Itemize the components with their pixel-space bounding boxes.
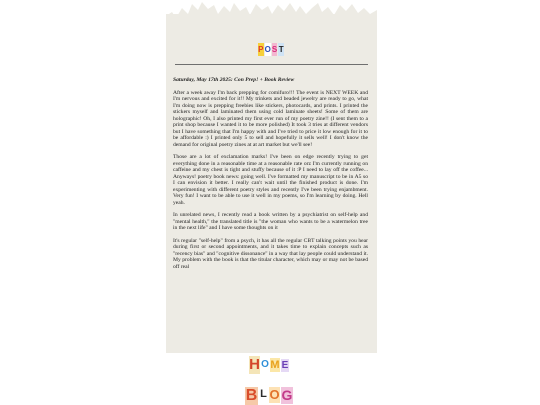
home-letter: E [281, 359, 289, 371]
post-paragraph: In unrelated news, I recently read a book written by a psychiatrist on self-help and "mental health," the translated title is "the woman who wants to be a watermelon tree in the next life" and I have some thoughts on it [173, 212, 368, 231]
header-divider [175, 64, 368, 65]
logo-letter: T [278, 45, 284, 54]
logo-letter: O [264, 45, 271, 54]
post-paragraph: Those are a lot of exclamation marks! I've been on edge recently trying to get everything done in a reasonable time at a reasonable rate orz I'm currently running on caffeine and my chest is tight and stuffy because of it :P I need to lay off the coffee... Anyways! poetry book news: going well. I've formatted my manuscript to be in A5 so I can envision it better. I really can't wait until the finished product is done. I'm experimenting with different poetry styles and recently I've been trying enjambment. Very fun! I want to be able to use it well in my poems, so I'm learning by doing. Hell yeah. [173, 154, 368, 206]
logo-letter: P [258, 45, 264, 54]
blog-letter: G [281, 387, 293, 403]
home-letter: H [249, 356, 260, 373]
blog-letter: O [269, 387, 280, 402]
post-logo [258, 43, 284, 56]
home-link[interactable] [249, 355, 291, 375]
post-title: Saturday, May 17th 2025: Con Prep! + Book Review [173, 77, 295, 83]
post-content [173, 77, 368, 345]
blog-letter: L [260, 388, 267, 400]
logo-letter: S [271, 45, 278, 54]
home-letter: O [261, 359, 269, 370]
post-paragraph: It's regular "self-help" from a psych, it has all the regular CBT talking points you hear during first or second appointments, and it takes time to explain concepts such as "recency bias" and "cognitive dissonance" in a way that lay people could understand it. My problem with the book is that the titular character, which may or may not be based off real [173, 237, 368, 270]
post-paragraph: After a week away I'm back prepping for comifuro!!! The event is NEXT WEEK and I'm nervous and excited for it!! My trinkets and beaded jewelry are ready to go, what I'm doing now is prepping freebies like stickers, photocards, and prints. I printed the stickers myself and laminated them using cold laminate sheets! Some of them are holographic! Oh, I also printed my first ever run of my poetry zine!! (I sent them to a print shop because I wanted it to be more polished) It took 3 tries at different vendors but I have something that I'm happy with and I've tried to price it low enough for it to be affordable :) I printed only 5 to sell and hopefully it sells well! I don't know the demand for original poetry zines at at art market but we'll see! [173, 89, 368, 148]
blog-link[interactable] [245, 387, 295, 405]
blog-letter: B [245, 387, 258, 404]
home-letter: M [270, 359, 280, 371]
